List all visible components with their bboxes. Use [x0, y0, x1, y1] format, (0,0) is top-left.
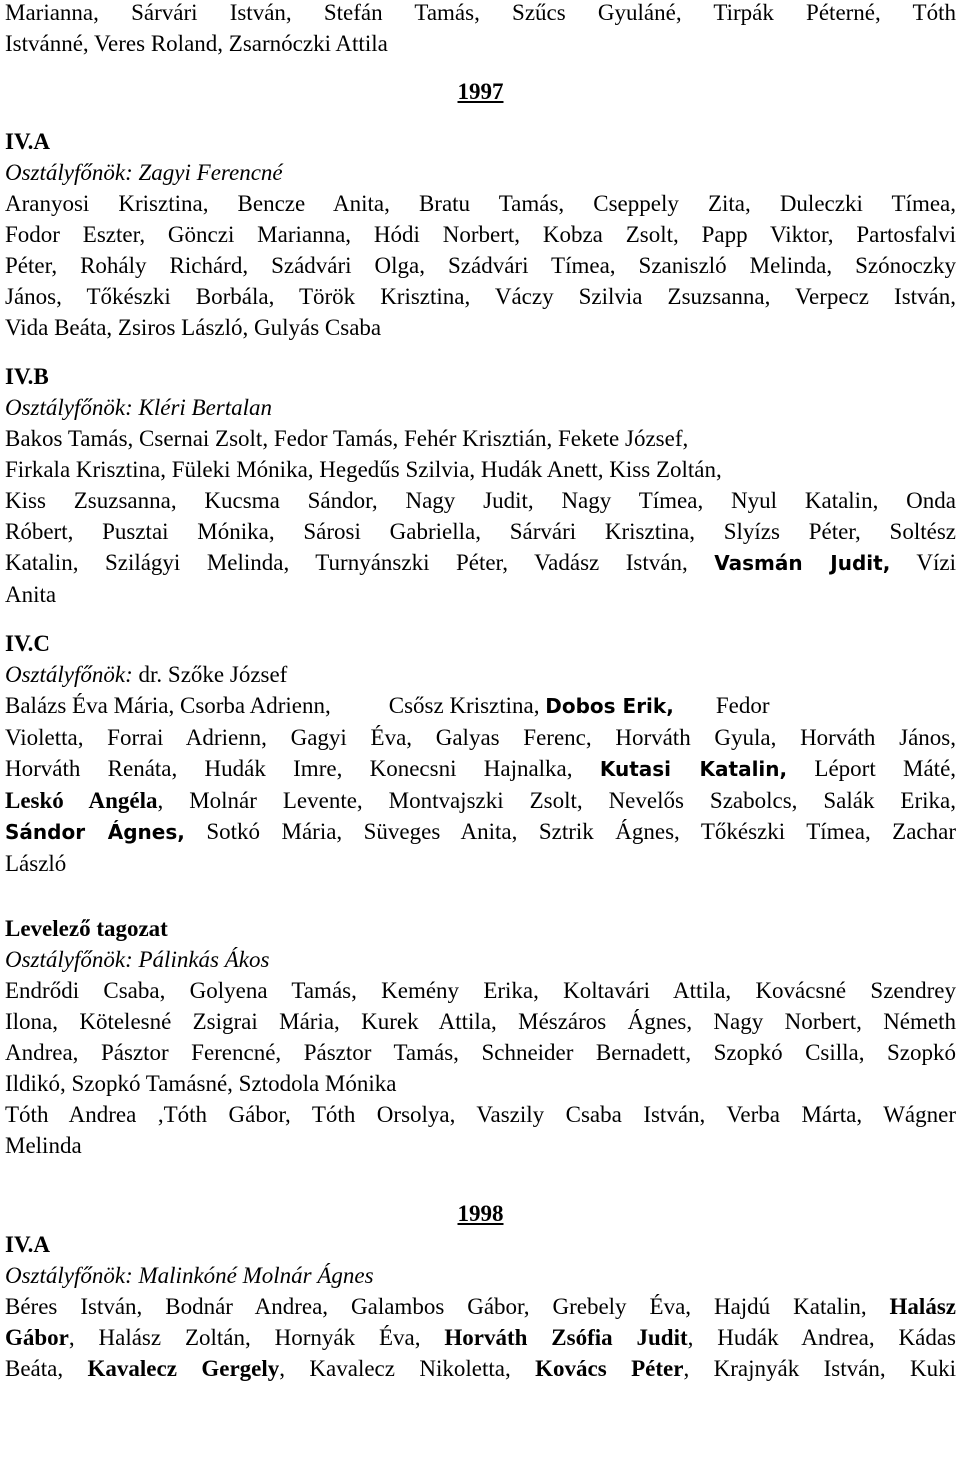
highlighted-name: Horváth Zsófia Judit: [444, 1325, 688, 1350]
text-run: , Molnár Levente, Montvajszki Zsolt, Nevelős Szabolcs, Salák Erika,: [157, 788, 956, 813]
text-run: , Kavalecz Nikoletta,: [279, 1356, 511, 1381]
student-line: [5, 1291, 956, 1322]
student-line: [5, 1322, 956, 1353]
text-run: , Krajnyák István, Kuki: [683, 1356, 956, 1381]
highlighted-name: Gábor: [5, 1325, 69, 1350]
class-name: Levelező tagozat: [5, 916, 168, 941]
text-run: Sotkó Mária, Süveges Anita, Sztrik Ágnes, Tőkészki Tímea, Zachar: [206, 819, 956, 844]
student-line: Tóth Andrea ,Tóth Gábor, Tóth Orsolya, Vaszily Csaba István, Verba Márta, Wágner: [5, 1102, 956, 1127]
class-name: IV.A: [5, 1232, 50, 1257]
student-line: Anita: [5, 582, 57, 607]
teacher-name: dr. Szőke József: [138, 662, 288, 687]
text-run: Katalin, Szilágyi Melinda, Turnyánszki Péter, Vadász István,: [5, 550, 688, 575]
student-line: Fodor Eszter, Gönczi Marianna, Hódi Norbert, Kobza Zsolt, Papp Viktor, Partosfalvi: [5, 222, 956, 247]
text-run: Léport Máté,: [814, 756, 956, 781]
student-line: [5, 1353, 956, 1384]
text-run: Fedor: [715, 693, 770, 718]
document-page: [5, 0, 956, 1384]
class-teacher: Osztályfőnök: Zagyi Ferencné: [5, 160, 283, 185]
highlighted-name: Sándor Ágnes,: [5, 820, 185, 844]
student-line: Vida Beáta, Zsiros László, Gulyás Csaba: [5, 315, 382, 340]
year-heading-1997: 1997: [457, 79, 504, 104]
highlighted-name: Kavalecz Gergely: [87, 1356, 280, 1381]
class-iv-c-1997: [5, 628, 956, 879]
text-run: , Hudák Andrea, Kádas: [687, 1325, 956, 1350]
student-line: Ildikó, Szopkó Tamásné, Sztodola Mónika: [5, 1071, 397, 1096]
class-teacher: Osztályfőnök: Kléri Bertalan: [5, 395, 273, 420]
student-line: László: [5, 851, 67, 876]
student-line: Violetta, Forrai Adrienn, Gagyi Éva, Galyas Ferenc, Horváth Gyula, Horváth János,: [5, 725, 956, 750]
student-line: János, Tőkészki Borbála, Török Krisztina, Váczy Szilvia Zsuzsanna, Verpecz István,: [5, 284, 956, 309]
class-iv-a-1998: [5, 1229, 956, 1384]
student-line: Firkala Krisztina, Füleki Mónika, Hegedűs Szilvia, Hudák Anett, Kiss Zoltán,: [5, 457, 722, 482]
correspondence-section-1997: [5, 913, 956, 1161]
teacher-label: Osztályfőnök:: [5, 662, 133, 687]
class-teacher: Osztályfőnök: Pálinkás Ákos: [5, 947, 270, 972]
student-line: Péter, Rohály Richárd, Szádvári Olga, Szádvári Tímea, Szaniszló Melinda, Szónoczky: [5, 253, 956, 278]
text-run: Balázs Éva Mária, Csorba Adrienn,: [5, 693, 331, 718]
student-line: Ilona, Kötelesné Zsigrai Mária, Kurek Attila, Mészáros Ágnes, Nagy Norbert, Németh: [5, 1009, 956, 1034]
student-line: [5, 785, 956, 816]
highlighted-name: Kovács Péter: [535, 1356, 684, 1381]
student-line: Endrődi Csaba, Golyena Tamás, Kemény Erika, Koltavári Attila, Kovácsné Szendrey: [5, 978, 956, 1003]
student-line: Andrea, Pásztor Ferencné, Pásztor Tamás, Schneider Bernadett, Szopkó Csilla, Szopkó: [5, 1040, 956, 1065]
class-teacher: [5, 659, 956, 690]
class-name: IV.B: [5, 364, 49, 389]
student-line: [5, 690, 956, 722]
class-name: IV.A: [5, 129, 50, 154]
student-line: Róbert, Pusztai Mónika, Sárosi Gabriella, Sárvári Krisztina, Slyízs Péter, Soltész: [5, 519, 956, 544]
class-iv-b-1997: [5, 361, 956, 610]
year-heading-1998: 1998: [457, 1201, 504, 1226]
text-run: Csősz Krisztina,: [388, 693, 540, 718]
highlighted-name: Kutasi Katalin,: [599, 757, 788, 781]
student-line: [5, 547, 956, 579]
student-line: Aranyosi Krisztina, Bencze Anita, Bratu Tamás, Cseppely Zita, Duleczki Tímea,: [5, 191, 956, 216]
text-run: Beáta,: [5, 1356, 64, 1381]
class-name: IV.C: [5, 631, 50, 656]
student-line: [5, 753, 956, 785]
highlighted-name: Halász: [889, 1294, 956, 1319]
highlighted-name: Leskó Angéla: [5, 788, 158, 813]
student-line: [5, 816, 956, 848]
intro-line-1: Marianna, Sárvári István, Stefán Tamás, Szűcs Gyuláné, Tirpák Péterné, Tóth: [5, 0, 956, 25]
highlighted-name: Dobos Erik,: [545, 694, 674, 718]
text-run: Horváth Renáta, Hudák Imre, Konecsni Hajnalka,: [5, 756, 573, 781]
class-iv-a-1997: [5, 126, 956, 343]
text-run: , Halász Zoltán, Hornyák Éva,: [68, 1325, 421, 1350]
student-line: Melinda: [5, 1133, 82, 1158]
highlighted-name: Vasmán Judit,: [714, 551, 891, 575]
student-line: Bakos Tamás, Csernai Zsolt, Fedor Tamás, Fehér Krisztián, Fekete József,: [5, 426, 689, 451]
student-line: Kiss Zsuzsanna, Kucsma Sándor, Nagy Judit, Nagy Tímea, Nyul Katalin, Onda: [5, 488, 956, 513]
intro-line-2: Istvánné, Veres Roland, Zsarnóczki Attila: [5, 31, 388, 56]
text-run: Vízi: [916, 550, 956, 575]
class-teacher: Osztályfőnök: Malinkóné Molnár Ágnes: [5, 1263, 374, 1288]
text-run: Béres István, Bodnár Andrea, Galambos Gábor, Grebely Éva, Hajdú Katalin,: [5, 1294, 867, 1319]
